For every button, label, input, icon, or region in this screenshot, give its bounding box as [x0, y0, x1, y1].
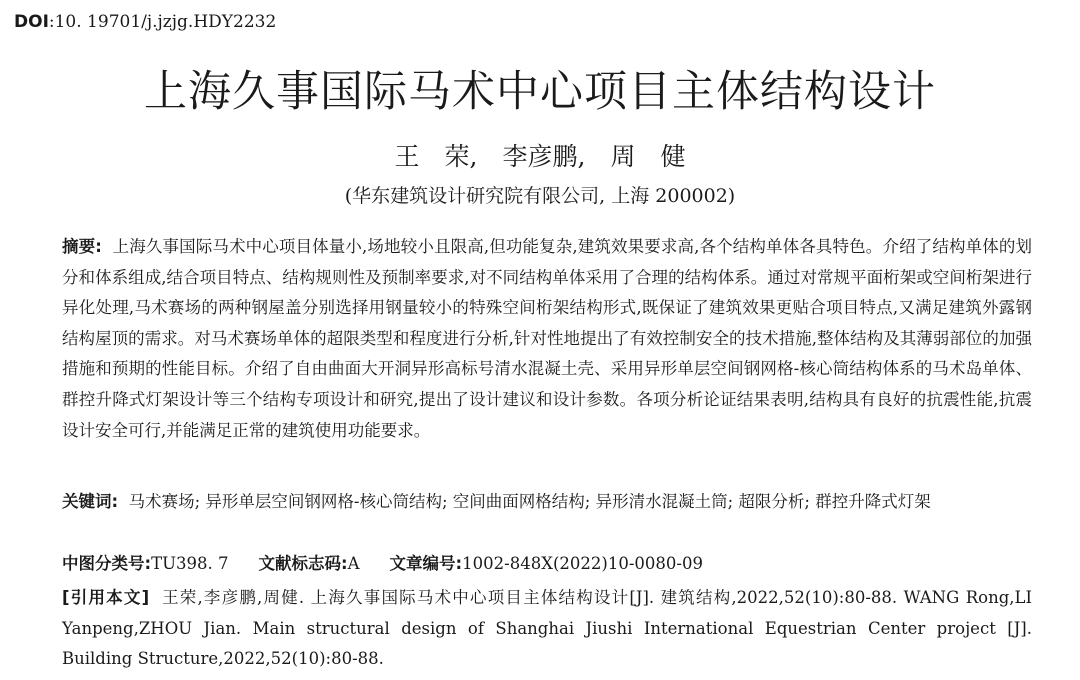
author-list: 王 荣, 李彦鹏, 周 健 — [394, 142, 686, 171]
article-no-label: 文章编号: — [389, 554, 463, 573]
citation-label: [引用本文] — [62, 588, 150, 607]
citation-text-en: WANG Rong,LI Yanpeng,ZHOU Jian. Main structural design of Shanghai Jiushi International Equestrian Center project [J]. Building Structure,2022,52(10):80-88. — [62, 588, 1033, 669]
classification-line — [62, 551, 1032, 577]
keywords-label: 关键词: — [62, 492, 119, 511]
doc-code-label: 文献标志码: — [258, 554, 348, 573]
citation — [62, 583, 1032, 675]
abstract — [62, 232, 1032, 446]
doc-code-value: A — [347, 554, 360, 573]
abstract-text: 上海久事国际马术中心项目体量小,场地较小且限高,但功能复杂,建筑效果要求高,各个结构单体各具特色。介绍了结构单体的划分和体系组成,结合项目特点、结构规则性及预制率要求,对不同结构单体采用了合理的结构体系。通过对常规平面桁架或空间桁架进行异化处理,马术赛场的两种钢屋盖分别选择用钢量较小的特殊空间桁架结构形式,既保证了建筑效果更贴合项目特点,又满足建筑外露钢结构屋顶的需求。对马术赛场单体的超限类型和程度进行分析,针对性地提出了有效控制安全的技术措施,整体结构及其薄弱部位的加强措施和预期的性能目标。介绍了自由曲面大开洞异形高标号清水混凝土壳、采用异形单层空间钢网格-核心筒结构体系的马术岛单体、群控升降式灯架设计等三个结构专项设计和研究,提出了设计建议和设计参数。各项分析论证结果表明,结构具有良好的抗震性能,抗震设计安全可行,并能满足正常的建筑使用功能要求。 — [62, 237, 1032, 440]
author-affiliation: (华东建筑设计研究院有限公司, 上海 200002) — [344, 185, 736, 207]
citation-text-cn: 王荣,李彦鹏,周健. 上海久事国际马术中心项目主体结构设计[J]. 建筑结构,2022,52(10):80-88. — [162, 588, 898, 607]
article-no-value: 1002-848X(2022)10-0080-09 — [462, 554, 703, 573]
clc-value: TU398. 7 — [151, 554, 229, 573]
doi-label: DOI — [14, 12, 49, 32]
clc-label: 中图分类号: — [62, 554, 152, 573]
paper-title: 上海久事国际马术中心项目主体结构设计 — [144, 67, 936, 117]
abstract-label: 摘要: — [62, 237, 102, 256]
doi-line — [14, 10, 276, 34]
keywords — [62, 487, 1032, 518]
keywords-text: 马术赛场; 异形单层空间钢网格-核心筒结构; 空间曲面网格结构; 异形清水混凝土筒; 超限分析; 群控升降式灯架 — [128, 492, 931, 511]
doi-value: :10. 19701/j.jzjg.HDY2232 — [48, 12, 277, 32]
